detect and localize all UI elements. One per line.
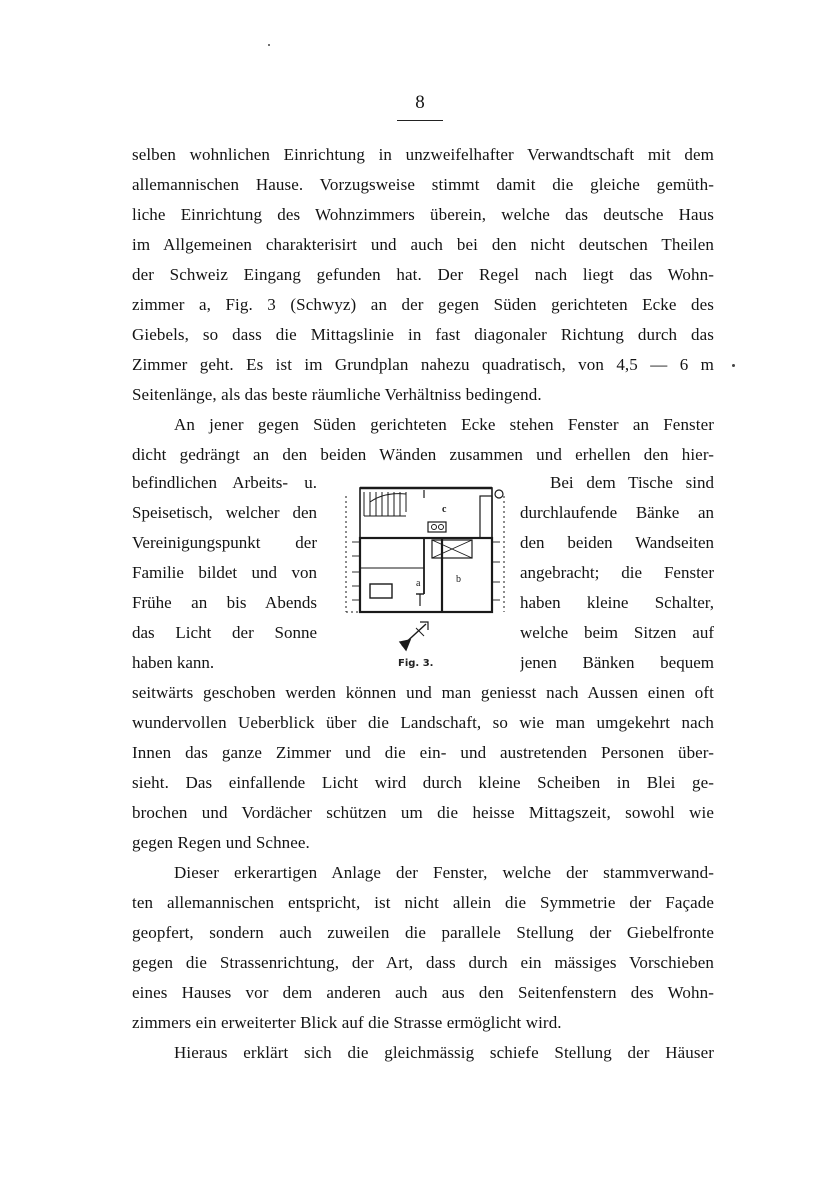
text-line: den beiden Wandseiten: [520, 533, 714, 552]
paragraph-1: [132, 140, 714, 410]
paragraph-4: [132, 1038, 714, 1068]
speck-mark: [268, 44, 270, 46]
text-line: Seitenlänge, als das beste räumliche Verhältniss bedingend.: [132, 385, 542, 404]
text-line: das Licht der Sonne: [132, 623, 317, 642]
text-line: Hieraus erklärt sich die gleichmässig schiefe Stellung der Häuser: [174, 1043, 714, 1062]
room-label-b: b: [456, 574, 461, 585]
page-number-rule: [397, 120, 443, 121]
text-line: brochen und Vordächer schützen um die heisse Mittagszeit, sowohl wie: [132, 803, 714, 822]
text-line: angebracht; die Fenster: [520, 563, 714, 582]
text-line: durchlaufende Bänke an: [520, 503, 714, 522]
text-line: An jener gegen Süden gerichteten Ecke stehen Fenster an Fenster: [174, 415, 714, 434]
text-line: dicht gedrängt an den beiden Wänden zusammen und erhellen den hier-: [132, 445, 714, 464]
text-line: eines Hauses vor dem anderen auch aus den Seitenfenstern des Wohn-: [132, 983, 714, 1002]
text-line: wundervollen Ueberblick über die Landschaft, so wie man umgekehrt nach: [132, 713, 714, 732]
text-line: gegen Regen und Schnee.: [132, 833, 310, 852]
text-line: Vereinigungspunkt der: [132, 533, 317, 552]
text-line: zimmer a, Fig. 3 (Schwyz) an der gegen Süden gerichteten Ecke des: [132, 295, 714, 314]
page-number: 8: [415, 92, 425, 113]
text-line: liche Einrichtung des Wohnzimmers überein, welche das deutsche Haus: [132, 205, 714, 224]
paragraph-2-right-column: [520, 468, 714, 678]
text-line: Dieser erkerartigen Anlage der Fenster, welche der stammverwand-: [174, 863, 714, 882]
figure-caption: Fig. 3.: [398, 658, 434, 669]
text-line: Familie bildet und von: [132, 563, 317, 582]
paragraph-2-intro: [132, 410, 714, 470]
text-line: haben kann.: [132, 653, 215, 672]
text-line: Innen das ganze Zimmer und die ein- und austretenden Personen über-: [132, 743, 714, 762]
text-line: Zimmer geht. Es ist im Grundplan nahezu quadratisch, von 4,5 — 6 m: [132, 355, 714, 374]
text-line: der Schweiz Eingang gefunden hat. Der Regel nach liegt das Wohn-: [132, 265, 714, 284]
text-line: haben kleine Schalter,: [520, 593, 714, 612]
room-label-c: c: [442, 504, 447, 515]
text-line: sieht. Das einfallende Licht wird durch kleine Scheiben in Blei ge-: [132, 773, 714, 792]
paragraph-3: [132, 858, 714, 1038]
text-line: befindlichen Arbeits- u.: [132, 473, 317, 492]
paragraph-2-continued: [132, 678, 714, 858]
text-line: seitwärts geschoben werden können und man geniesst nach Aussen einen oft: [132, 683, 714, 702]
text-line: jenen Bänken bequem: [520, 653, 714, 672]
text-line: welche beim Sitzen auf: [520, 623, 714, 642]
text-line: Speisetisch, welcher den: [132, 503, 317, 522]
room-label-a: a: [416, 578, 421, 589]
text-line: ten allemannischen entspricht, ist nicht allein die Symmetrie der Façade: [132, 893, 714, 912]
text-line: gegen die Strassenrichtung, der Art, dass durch ein mässiges Vorschieben: [132, 953, 714, 972]
speck-mark: [732, 364, 735, 367]
text-line: geopfert, sondern auch zuweilen die parallele Stellung der Giebelfronte: [132, 923, 714, 942]
text-line: allemannischen Hause. Vorzugsweise stimmt damit die gleiche gemüth-: [132, 175, 714, 194]
paragraph-2-left-column: [132, 468, 317, 678]
floor-plan-figure: [340, 482, 510, 654]
text-line: Giebels, so dass die Mittagslinie in fast diagonaler Richtung durch das: [132, 325, 714, 344]
text-line: Frühe an bis Abends: [132, 593, 317, 612]
text-line: im Allgemeinen charakterisirt und auch bei den nicht deutschen Theilen: [132, 235, 714, 254]
text-line: zimmers ein erweiterter Blick auf die Strasse ermöglicht wird.: [132, 1013, 562, 1032]
text-line: selben wohnlichen Einrichtung in unzweifelhafter Verwandtschaft mit dem: [132, 145, 714, 164]
text-line: Bei dem Tische sind: [550, 473, 714, 492]
